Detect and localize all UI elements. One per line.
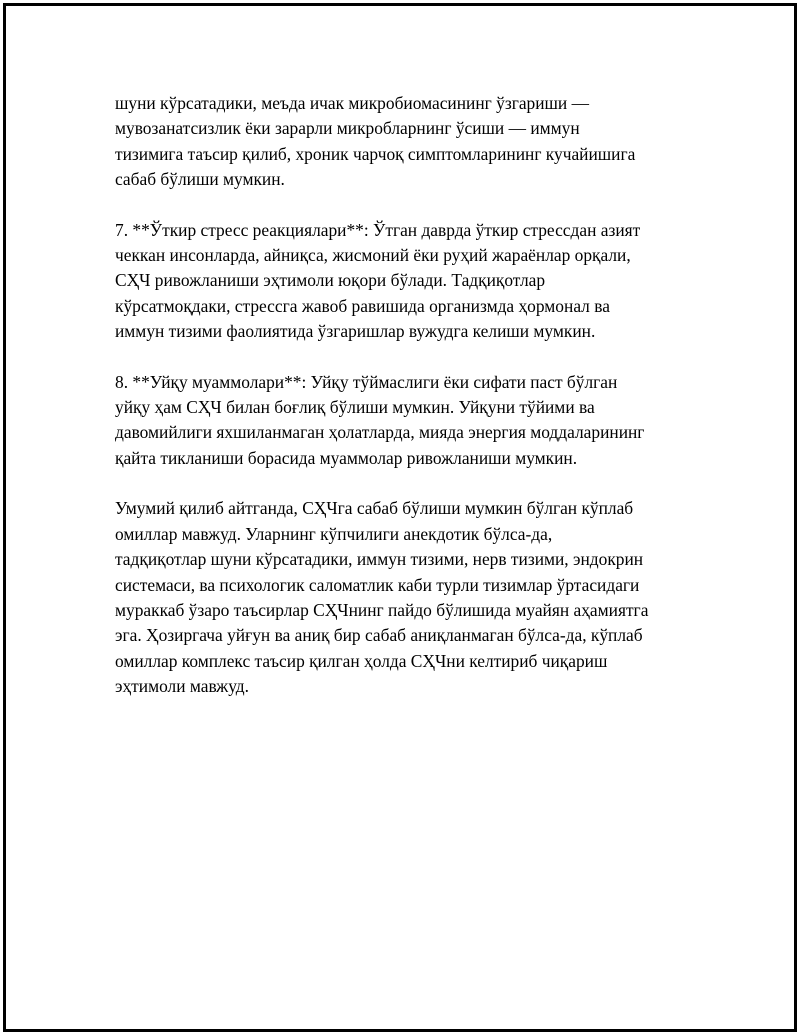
document-body	[115, 91, 685, 725]
paragraph-microbiome: шуни кўрсатадики, меъда ичак микробиомасининг ўзгариши — мувозанатсизлик ёки зарарли микробларнинг ўсиши — иммун тизимига таъсир қилиб, хроник чарчоқ симптомларининг кучайишига сабаб бўлиши мумкин.	[115, 93, 636, 190]
paragraph-sleep-problems: 8. **Уйқу муаммолари**: Уйқу тўймаслиги ёки сифати паст бўлган уйқу ҳам СҲЧ билан боғлиқ бўлиши мумкин. Уйқуни тўйими ва давомийлиги яхшиланмаган ҳолатларда, мияда энергия моддаларининг қайта тикланиши борасида муаммолар ривожланиши мумкин.	[115, 371, 645, 468]
paragraph-acute-stress: 7. **Ўткир стресс реакциялари**: Ўтган даврда ўткир стрессдан азият чеккан инсонларда, айниқса, жисмоний ёки руҳий жараёнлар орқали, СҲЧ ривожланиши эҳтимоли юқори бўлади. Тадқиқотлар кўрсатмоқдаки, стрессга жавоб равишида организмда ҳормонал ва иммун тизими фаолиятида ўзгаришлар вужудга келиши мумкин.	[115, 219, 641, 342]
paragraph-conclusion: Умумий қилиб айтганда, СҲЧга сабаб бўлиши мумкин бўлган кўплаб омиллар мавжуд. Уларнинг кўпчилиги анекдотик бўлса-да, тадқиқотлар шуни кўрсатадики, иммун тизими, нерв тизими, эндокрин системаси, ва психологик саломатлик каби турли тизимлар ўртасидаги мураккаб ўзаро таъсирлар СҲЧнинг пайдо бўлишида муайян аҳамиятга эга. Ҳозиргача уйғун ва аниқ бир сабаб аниқланмаган бўлса-да, кўплаб омиллар комплекс таъсир қилган ҳолда СҲЧни келтириб чиқариш эҳтимоли мавжуд.	[115, 498, 649, 697]
